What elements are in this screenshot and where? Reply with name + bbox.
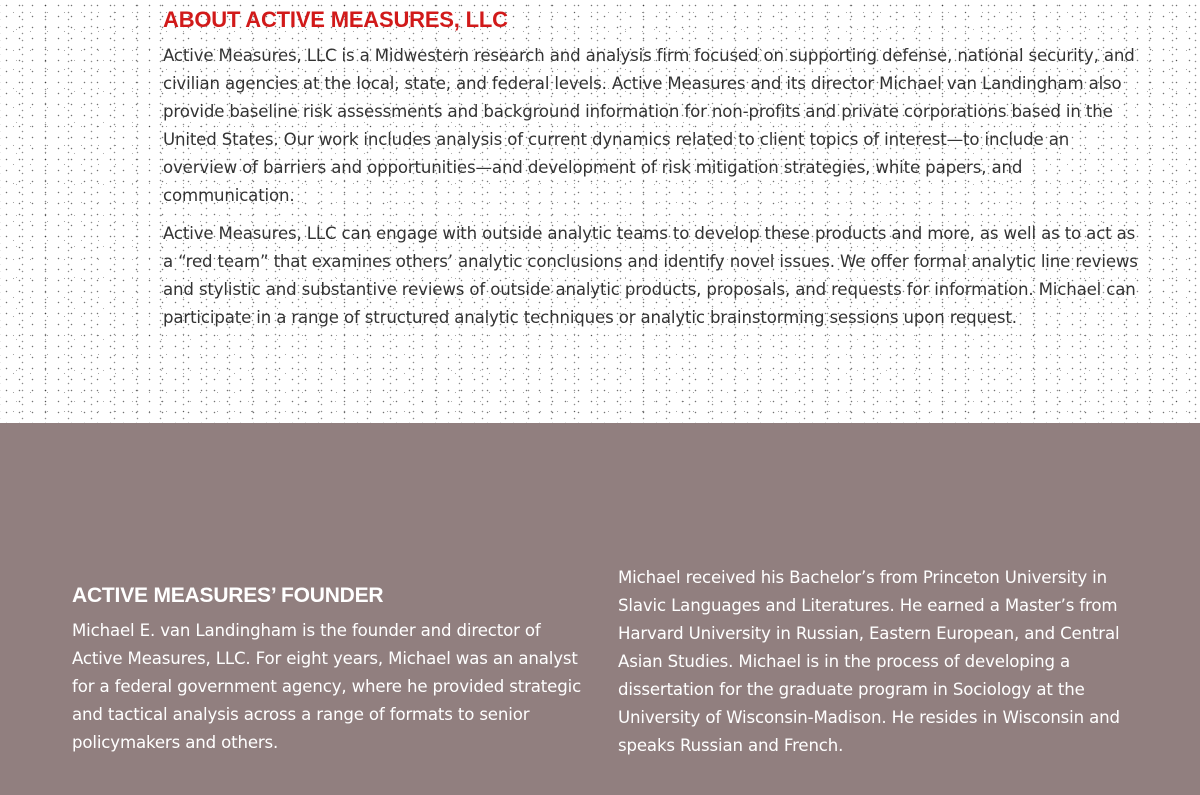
founder-education-paragraph: Michael received his Bachelor’s from Princeton University in Slavic Languages and Literatures. He earned a Master’s from Harvard University in Russian, Eastern European, and Central Asian Studies. Michael is in the process of developing a dissertation for the graduate program in Sociology at the University of Wisconsin-Madison. He resides in Wisconsin and speaks Russian and French. bbox=[618, 568, 1120, 755]
about-paragraph-2: Active Measures, LLC can engage with outside analytic teams to develop these products and more, as well as to act as a “red team” that examines others’ analytic conclusions and identify novel issues. We offer formal analytic line reviews and stylistic and substantive reviews of outside analytic products, proposals, and requests for information. Michael can participate in a range of structured analytic techniques or analytic brainstorming sessions upon request. bbox=[163, 224, 1138, 327]
about-heading: ABOUT ACTIVE MEASURES, LLC bbox=[163, 7, 508, 32]
founder-heading: ACTIVE MEASURES’ FOUNDER bbox=[72, 584, 384, 607]
founder-bio-paragraph: Michael E. van Landingham is the founder and director of Active Measures, LLC. For eight years, Michael was an analyst for a federal government agency, where he provided strategic and tactical analysis across a range of formats to senior policymakers and others. bbox=[72, 621, 582, 752]
about-content bbox=[163, 6, 1138, 342]
founder-section bbox=[0, 423, 1200, 795]
about-paragraph-1: Active Measures, LLC is a Midwestern research and analysis firm focused on supporting defense, national security, and civilian agencies at the local, state, and federal levels. Active Measures and its director Michael van Landingham also provide baseline risk assessments and background information for non-profits and private corporations based in the United States. Our work includes analysis of current dynamics related to client topics of interest—to include an overview of barriers and opportunities—and development of risk mitigation strategies, white papers, and communication. bbox=[163, 46, 1135, 205]
founder-left-column bbox=[72, 581, 582, 757]
founder-right-column bbox=[618, 564, 1148, 760]
